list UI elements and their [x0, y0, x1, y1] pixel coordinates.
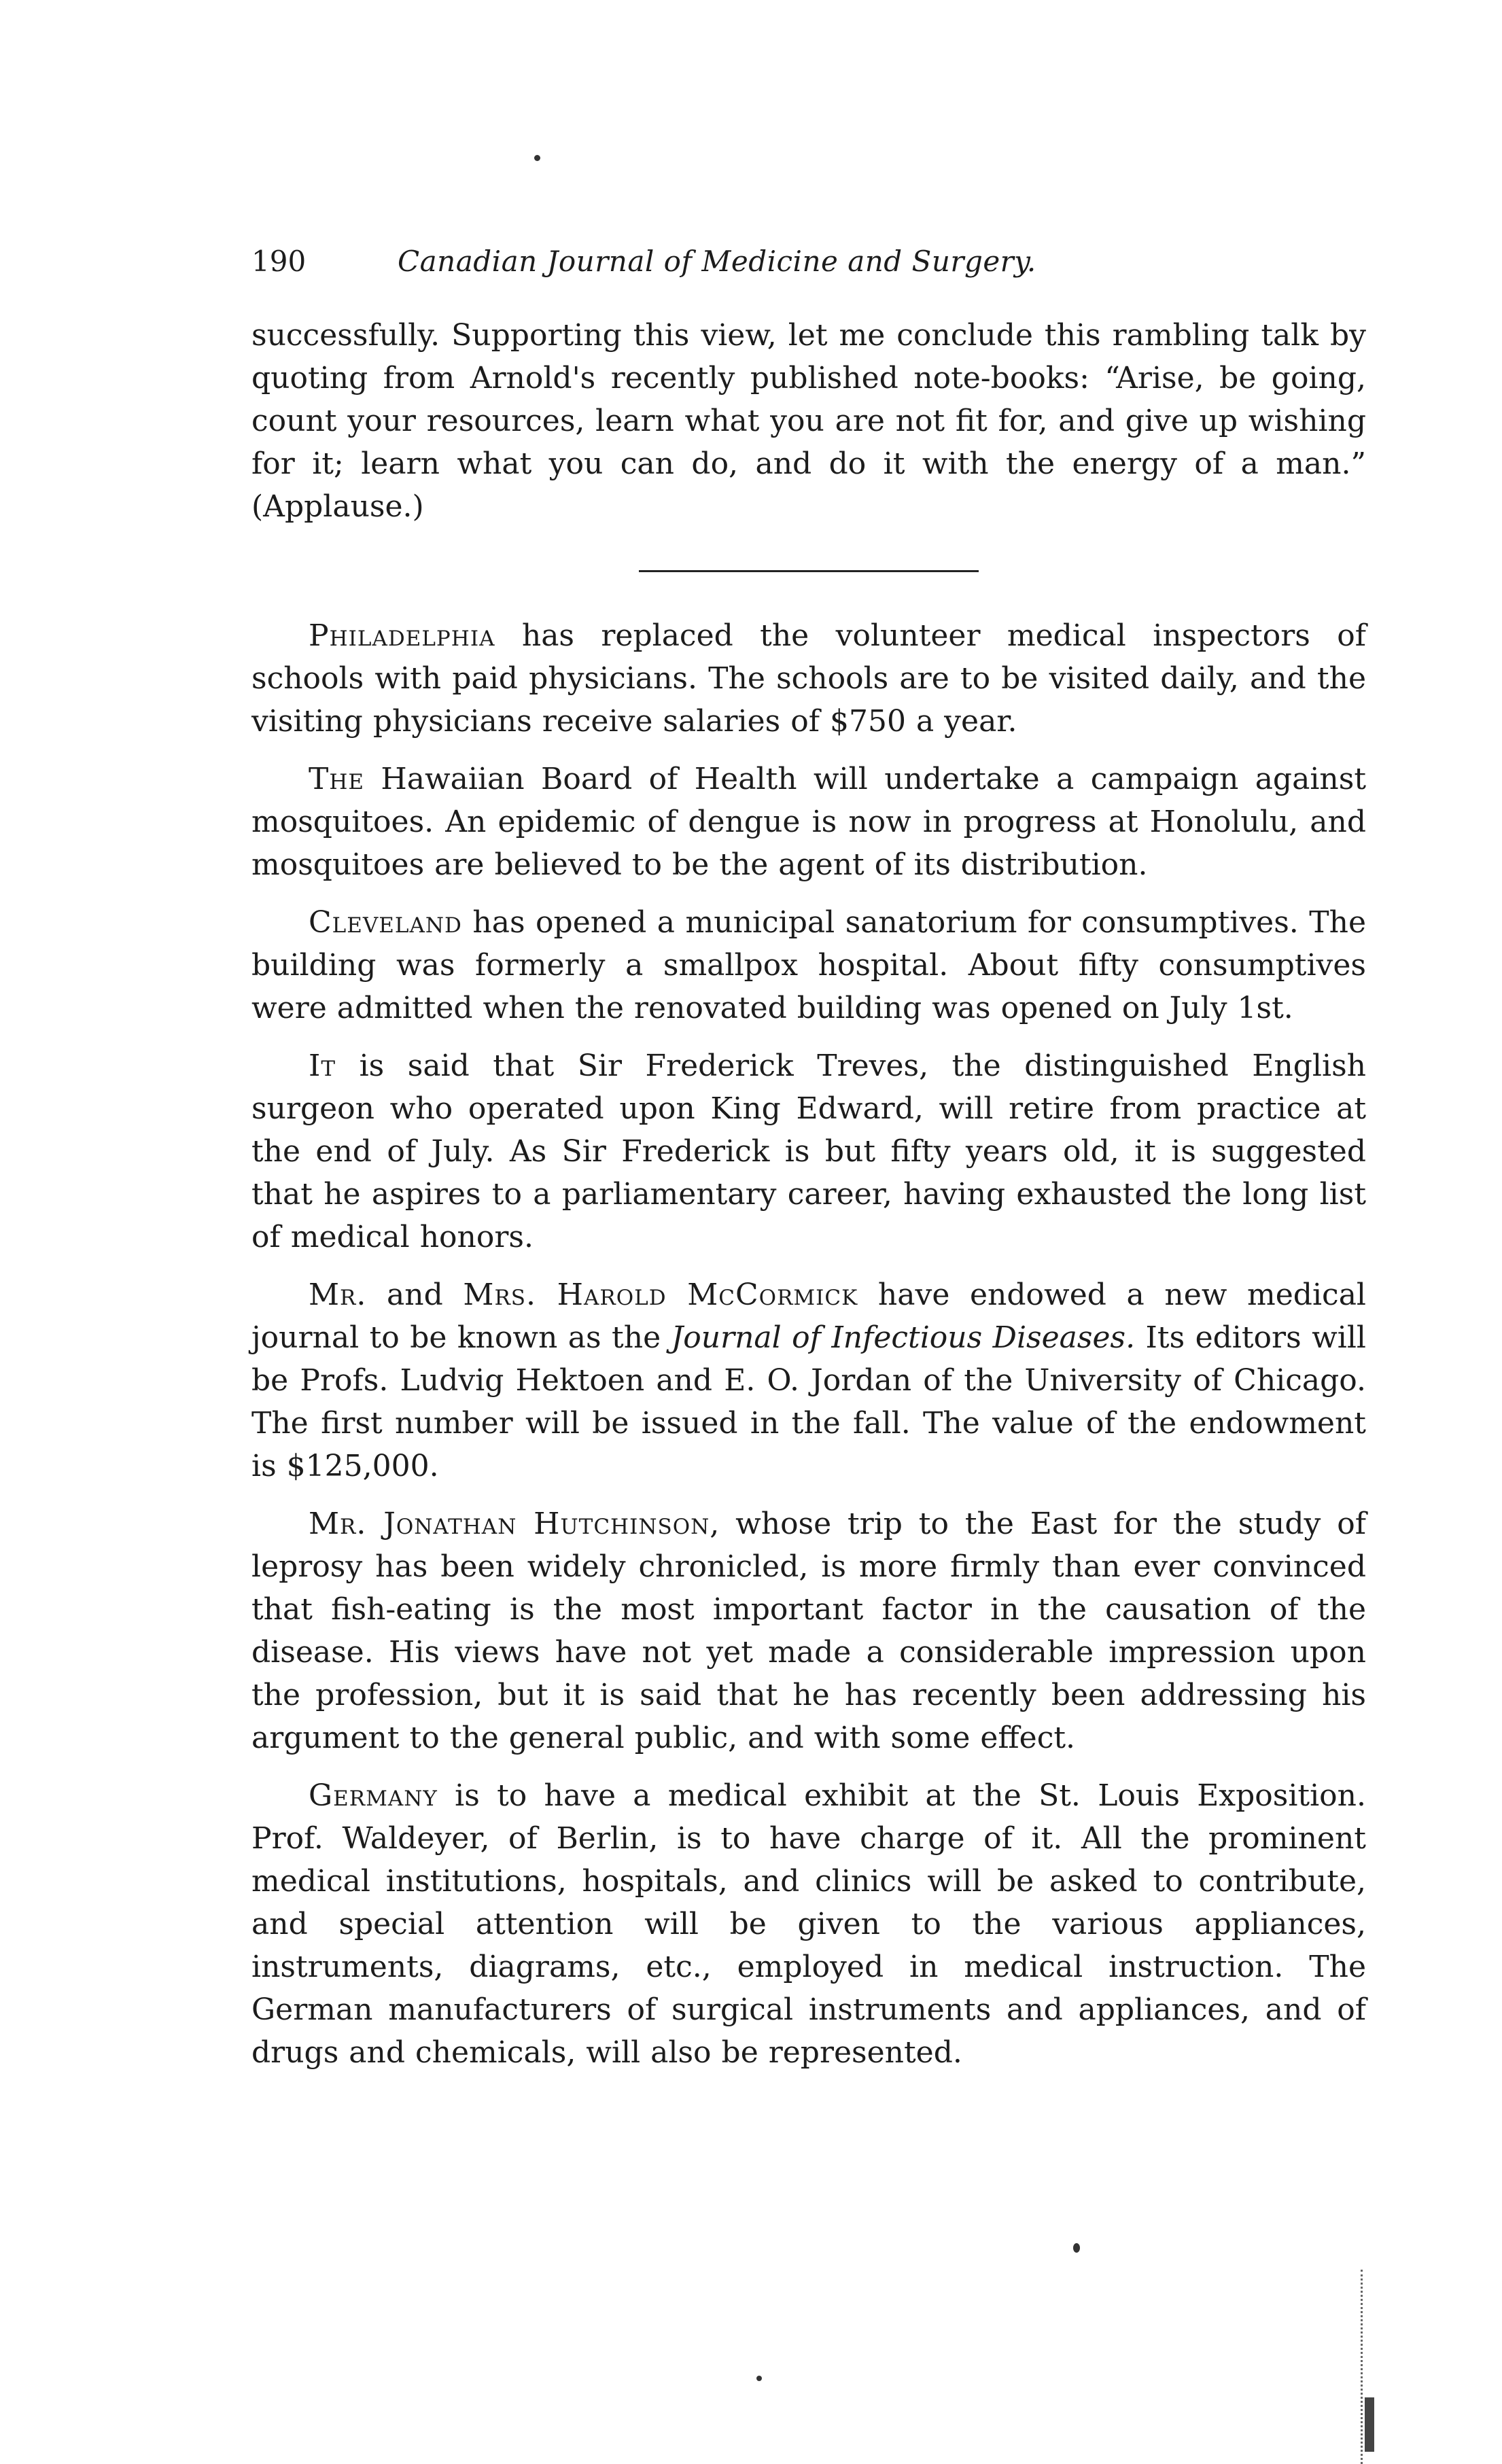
- news-item-hawaii: [251, 758, 1366, 886]
- ink-speck: [534, 155, 540, 161]
- item-lead: Mr.: [309, 1278, 367, 1312]
- item-text: is to have a medical exhibit at the St. Louis Exposition. Prof. Waldeyer, of Berlin, is to have charge of it. All the prominent medical institutions, hospitals, and clinics will be asked to contribute, and special attention will be given to the various appliances, instruments, diagrams, etc., employed in medical instruction. The German manufacturers of surgical instruments and appliances, and of drugs and chemicals, will also be represented.: [251, 1778, 1366, 2070]
- news-item-cleveland: [251, 901, 1366, 1029]
- item-lead: The: [309, 762, 365, 796]
- news-item-hutchinson: [251, 1502, 1366, 1759]
- paragraph-continuation: [251, 314, 1366, 528]
- ink-speck: [756, 2376, 762, 2381]
- item-text-b: Its editors will be Profs. Ludvig Hektoen and E. O. Jordan of the University of Chicago. The first number will be issued in the fall. The value of the endowment is $125,000.: [251, 1320, 1366, 1483]
- item-lead-2: Mrs. Harold McCormick: [463, 1278, 858, 1312]
- item-text: has replaced the volunteer medical inspectors of schools with paid physicians. The schools are to be visited daily, and the visiting physicians receive salaries of $750 a year.: [251, 618, 1366, 739]
- section-divider: [639, 570, 979, 572]
- journal-name: Journal of Infectious Diseases.: [671, 1320, 1136, 1355]
- item-text: and: [366, 1278, 464, 1312]
- paragraph-text: successfully. Supporting this view, let me conclude this rambling talk by quoting from Arnold's recently published note-books: “Arise, be going, count your resources, learn what you are not fit for, and give up wishing for it; learn what you can do, and do it with the energy of a man.” (Applause.): [251, 318, 1366, 524]
- item-lead: Germany: [309, 1778, 438, 1813]
- item-text-a: have endowed a new medical journal to be known as the: [251, 1278, 1366, 1355]
- journal-page: [251, 245, 1366, 2074]
- item-lead: Mr. Jonathan Hutchinson: [309, 1507, 710, 1541]
- item-lead: Philadelphia: [309, 618, 495, 653]
- running-header: [251, 245, 1366, 279]
- news-item-germany: [251, 1774, 1366, 2074]
- item-lead: It: [309, 1049, 336, 1083]
- page-edge-mark: [1365, 2397, 1374, 2452]
- news-item-philadelphia: [251, 614, 1366, 743]
- page-number: 190: [251, 245, 307, 278]
- news-item-mccormick: [251, 1273, 1366, 1488]
- item-text: is said that Sir Frederick Treves, the distinguished English surgeon who operated upon King Edward, will retire from practice at the end of July. As Sir Frederick is but fifty years old, it is suggested that he aspires to a parliamentary career, having exhausted the long list of medical honors.: [251, 1049, 1366, 1254]
- item-lead: Cleveland: [309, 905, 462, 940]
- item-text: Hawaiian Board of Health will undertake a campaign against mosquitoes. An epidemic of dengue is now in progress at Honolulu, and mosquitoes are believed to be the agent of its distribution.: [251, 762, 1366, 882]
- item-text: , whose trip to the East for the study of leprosy has been widely chronicled, is more firmly than ever convinced that fish-eating is the most important factor in the causation of the disease. His views have not yet made a considerable impression upon the profession, but it is said that he has recently been addressing his argument to the general public, and with some effect.: [251, 1507, 1366, 1755]
- ink-speck: [1073, 2243, 1080, 2253]
- item-text: has opened a municipal sanatorium for consumptives. The building was formerly a smallpox hospital. About fifty consumptives were admitted when the renovated building was opened on July 1st.: [251, 905, 1366, 1025]
- journal-title: Canadian Journal of Medicine and Surgery.: [398, 245, 1036, 278]
- news-item-treves: [251, 1044, 1366, 1259]
